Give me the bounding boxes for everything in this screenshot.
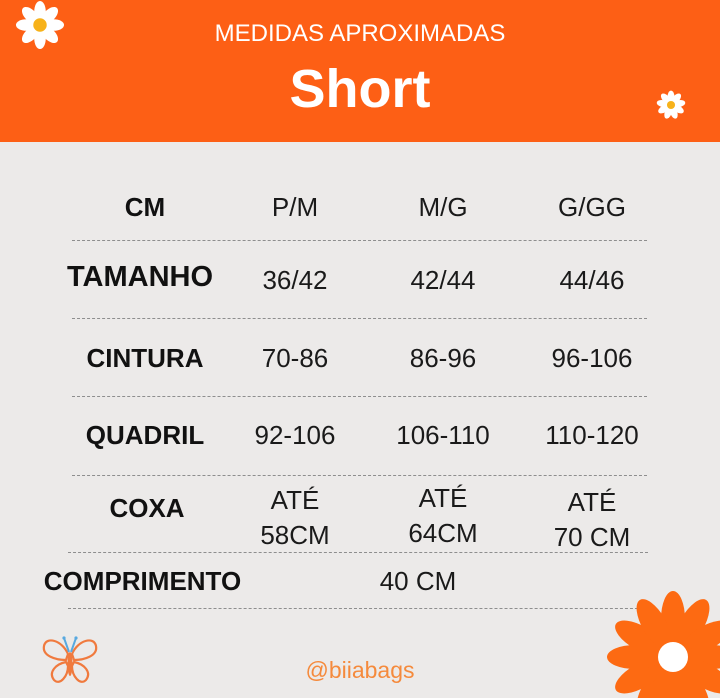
instagram-handle: @biiabags bbox=[305, 657, 415, 683]
row-label-cintura: CINTURA bbox=[86, 343, 204, 373]
table-cell: 70 CM bbox=[553, 522, 631, 552]
daisy-icon bbox=[656, 90, 686, 120]
col-header-ggg: G/GG bbox=[558, 192, 626, 222]
page-title: Short bbox=[289, 59, 431, 119]
col-header-mg: M/G bbox=[418, 192, 468, 222]
header-subtitle: MEDIDAS APROXIMADAS bbox=[214, 20, 506, 47]
col-header-pm: P/M bbox=[271, 192, 319, 222]
header-cm: CM bbox=[124, 192, 166, 222]
row-divider bbox=[68, 608, 648, 609]
row-label-tamanho: TAMANHO bbox=[66, 261, 214, 293]
header-banner bbox=[0, 0, 720, 142]
table-cell: ATÉ bbox=[270, 485, 320, 515]
row-divider bbox=[72, 318, 647, 319]
row-divider bbox=[72, 475, 647, 476]
table-cell: 58CM bbox=[260, 520, 330, 550]
row-divider bbox=[68, 552, 648, 553]
row-divider bbox=[72, 240, 647, 241]
table-cell: ATÉ bbox=[567, 487, 617, 517]
table-cell: ATÉ bbox=[418, 483, 468, 513]
table-cell: 92-106 bbox=[254, 420, 336, 450]
orange-flower-icon bbox=[580, 572, 720, 698]
table-cell: 86-96 bbox=[409, 343, 477, 373]
table-cell: 96-106 bbox=[551, 343, 633, 373]
table-cell: 44/46 bbox=[559, 265, 625, 295]
table-cell: 64CM bbox=[408, 518, 478, 548]
row-label-quadril: QUADRIL bbox=[85, 420, 205, 450]
row-divider bbox=[72, 396, 647, 397]
table-cell: 42/44 bbox=[410, 265, 476, 295]
row-label-comprimento: COMPRIMENTO bbox=[43, 566, 242, 596]
table-cell: 106-110 bbox=[396, 420, 490, 450]
table-cell: 70-86 bbox=[261, 343, 329, 373]
table-cell: 40 CM bbox=[379, 566, 457, 596]
row-label-coxa: COXA bbox=[109, 493, 185, 523]
table-cell: 36/42 bbox=[262, 265, 328, 295]
table-cell: 110-120 bbox=[545, 420, 639, 450]
